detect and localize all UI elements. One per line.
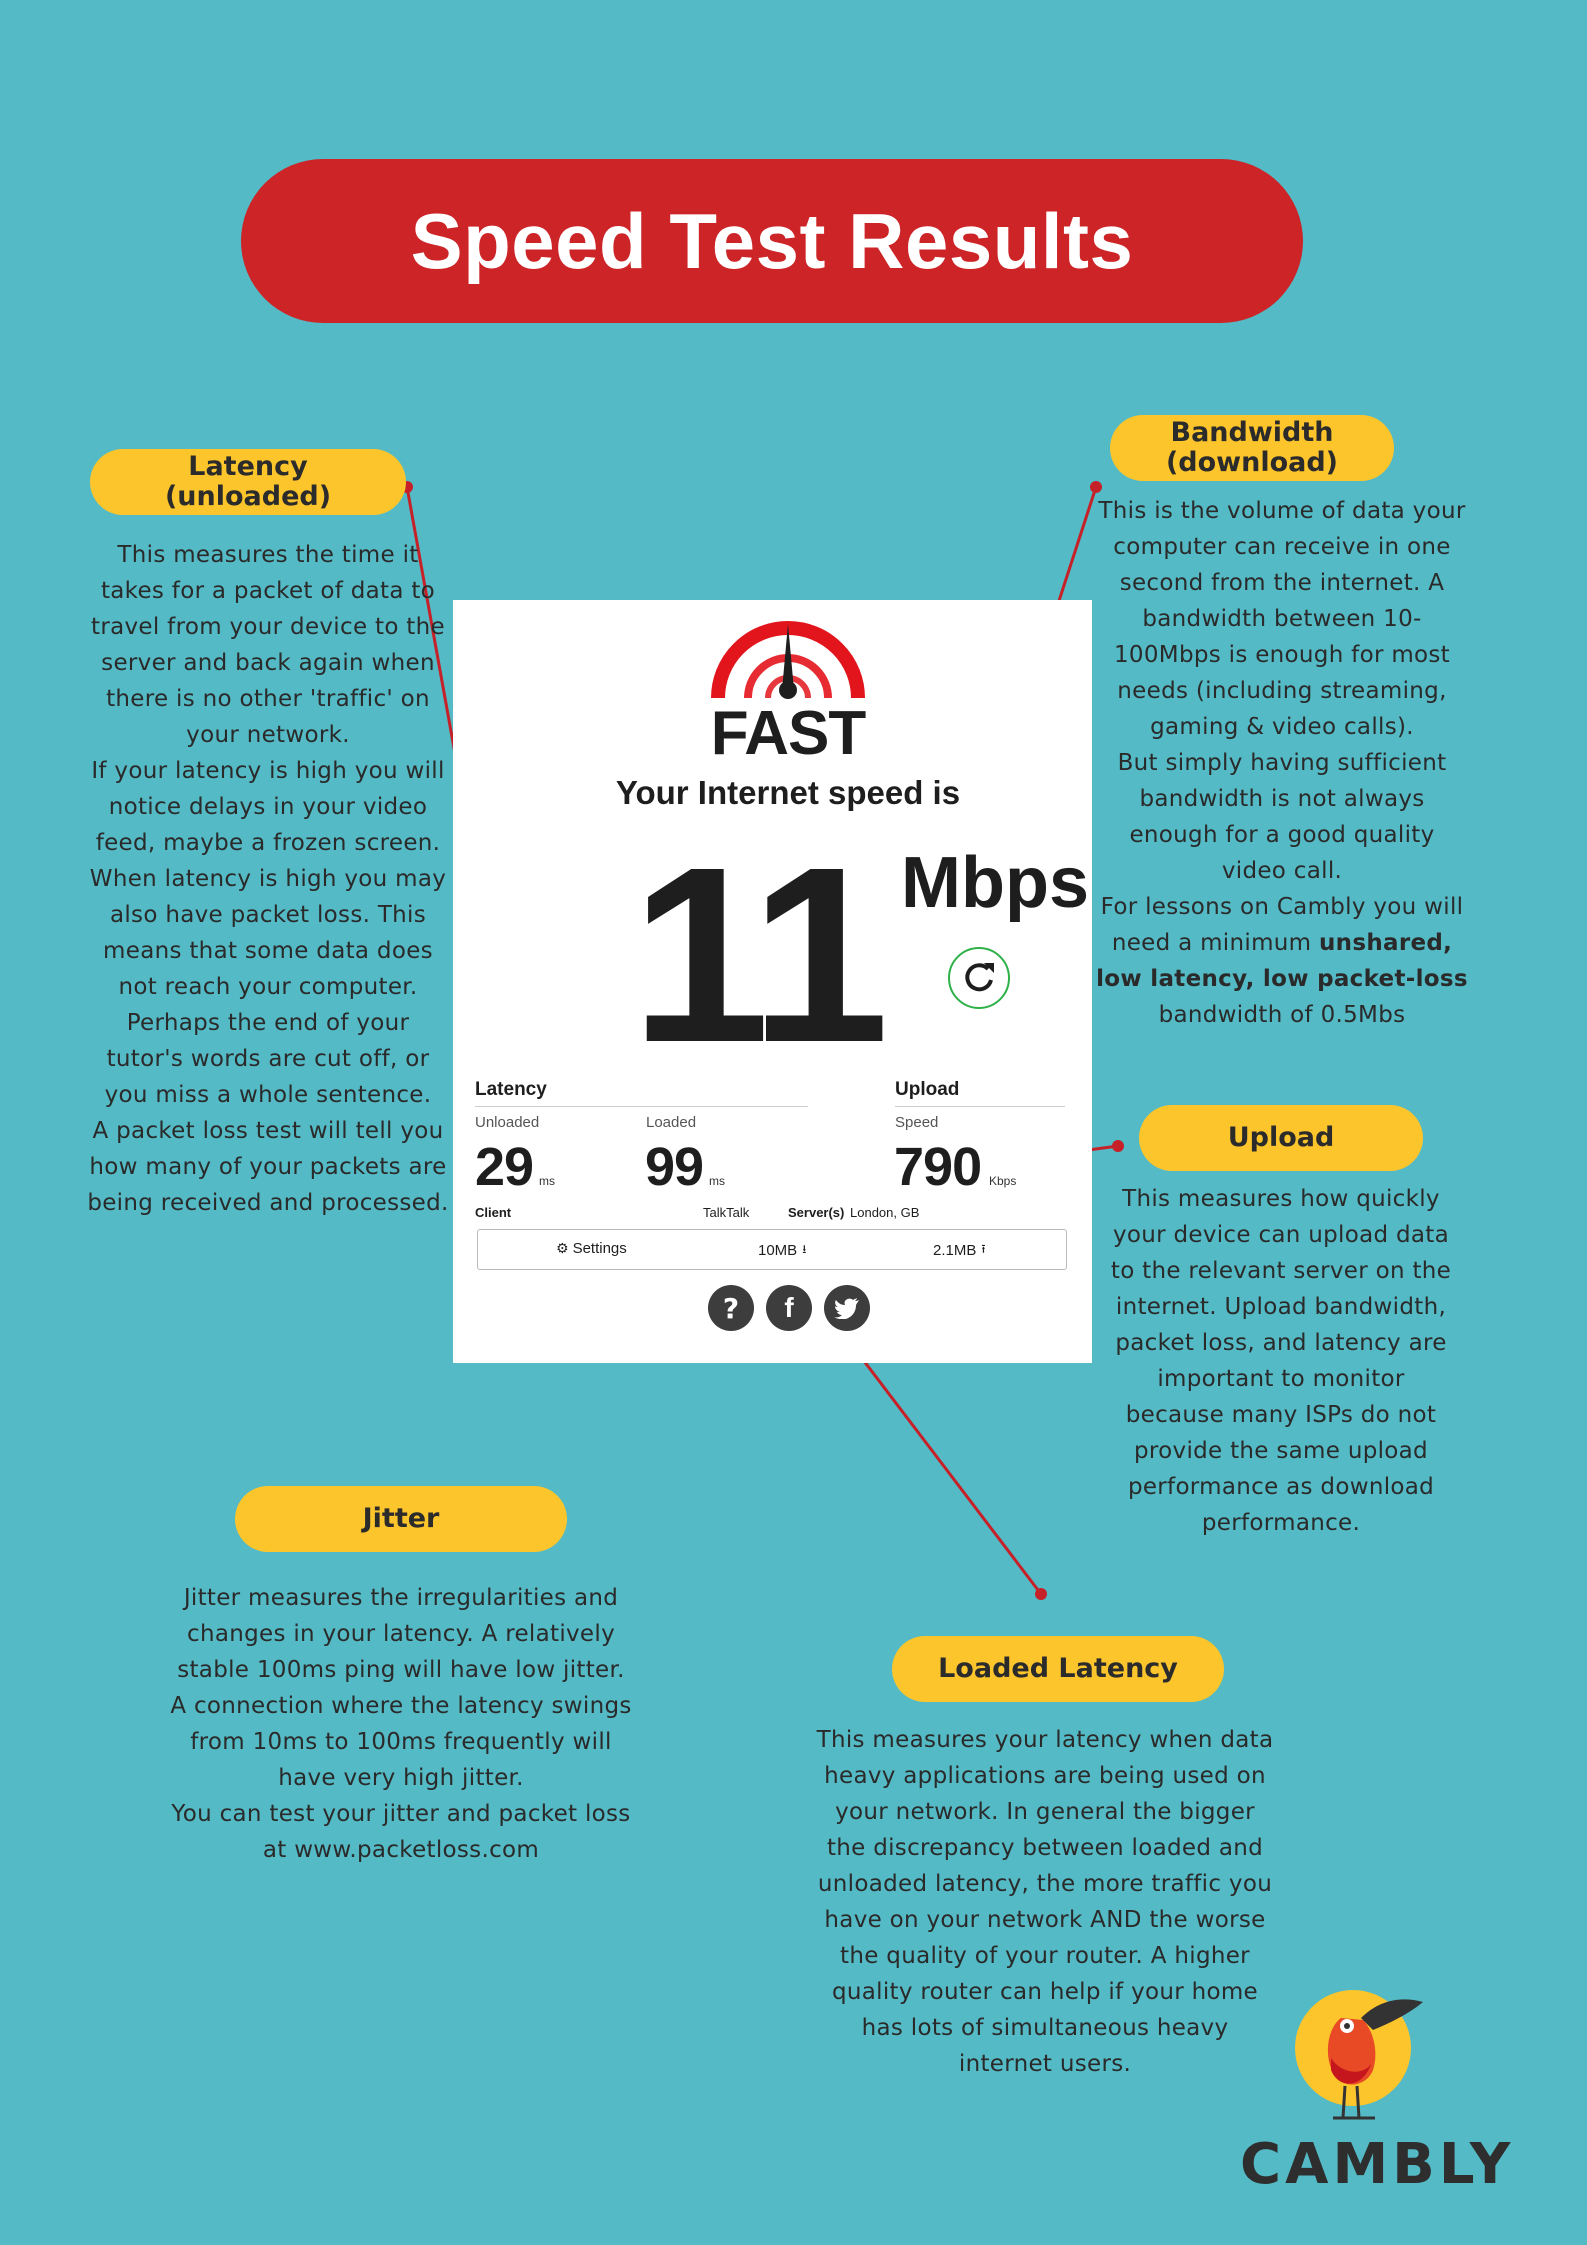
loaded-label: Loaded bbox=[646, 1114, 697, 1131]
refresh-icon bbox=[950, 949, 1008, 1007]
servers-label: Server(s) bbox=[788, 1205, 845, 1220]
upload-heading: Upload bbox=[895, 1079, 960, 1100]
label-latency-unloaded: Latency (unloaded) bbox=[90, 449, 406, 515]
desc-upload bbox=[1105, 1181, 1457, 1541]
gear-icon: ⚙ bbox=[556, 1240, 569, 1257]
unloaded-latency-value: 29 bbox=[475, 1137, 534, 1197]
refresh-button[interactable] bbox=[948, 947, 1010, 1009]
title-banner bbox=[241, 159, 1303, 323]
download-speed-value: 11 bbox=[631, 815, 884, 1094]
desc-latency-p1: This measures the time it takes for a packet of data to travel from your device to the server and back again when there is no other 'traffic' on your network. bbox=[91, 542, 445, 748]
upload-size: 2.1MB ⭱ bbox=[933, 1242, 986, 1259]
connector-dot-bandwidth bbox=[1090, 481, 1102, 493]
unloaded-latency-unit: ms bbox=[539, 1174, 555, 1188]
desc-latency-unloaded bbox=[86, 537, 450, 1221]
desc-latency-p3: A packet loss test will tell you how many of your packets are being received and processed. bbox=[87, 1118, 449, 1216]
desc-upload-p1: This measures how quickly your device can upload data to the relevant server on the internet. Upload bandwidth, packet loss, and latency are important to monitor because many ISPs do not provide the same upload performance as download performance. bbox=[1110, 1186, 1452, 1536]
desc-loaded-latency bbox=[815, 1722, 1275, 2082]
speedometer-icon bbox=[708, 612, 868, 702]
page-title: Speed Test Results bbox=[410, 196, 1134, 285]
latency-heading: Latency bbox=[475, 1079, 547, 1100]
facebook-button[interactable] bbox=[766, 1285, 812, 1331]
upload-arrow-icon: ⭱ bbox=[981, 1242, 986, 1256]
upload-speed-label: Speed bbox=[895, 1114, 939, 1131]
desc-jitter bbox=[166, 1580, 636, 1868]
twitter-button[interactable] bbox=[824, 1285, 870, 1331]
client-label: Client bbox=[475, 1205, 512, 1220]
label-loaded-latency: Loaded Latency bbox=[892, 1636, 1224, 1702]
fast-logo-text: FAST bbox=[710, 699, 866, 768]
client-isp: TalkTalk bbox=[703, 1205, 750, 1220]
settings-label: Settings bbox=[572, 1240, 627, 1257]
download-arrow-icon: ⭳ bbox=[802, 1242, 807, 1256]
connector-dot-upload bbox=[1112, 1140, 1124, 1152]
help-icon: ? bbox=[722, 1291, 740, 1325]
download-size: 10MB ⭳ bbox=[758, 1242, 807, 1259]
twitter-icon bbox=[834, 1297, 860, 1319]
brand-name: CAMBLY bbox=[1240, 2132, 1515, 2197]
download-speed-unit: Mbps bbox=[901, 843, 1089, 923]
facebook-icon: f bbox=[784, 1292, 794, 1323]
upload-speed-value: 790 bbox=[894, 1137, 982, 1197]
desc-bandwidth-p1: This is the volume of data your computer can receive in one second from the internet. A bandwidth between 10-100Mbps is enough for most needs (including streaming, gaming & video calls). bbox=[1098, 498, 1466, 740]
upload-speed-unit: Kbps bbox=[989, 1174, 1017, 1188]
settings-bar bbox=[477, 1229, 1067, 1270]
desc-bandwidth bbox=[1095, 493, 1469, 1033]
loaded-latency-value: 99 bbox=[645, 1137, 704, 1197]
latency-divider bbox=[475, 1106, 808, 1107]
upload-divider bbox=[895, 1106, 1065, 1107]
speedtest-card bbox=[453, 600, 1092, 1363]
desc-loaded-latency-p1: This measures your latency when data heavy applications are being used on your network. In general the bigger the discrepancy between loaded and unloaded latency, the more traffic you have on your network AND the worse the quality of your router. A higher quality router can help if your home has lots of simultaneous heavy internet users. bbox=[816, 1727, 1274, 2077]
label-bandwidth: Bandwidth (download) bbox=[1110, 415, 1394, 481]
unloaded-label: Unloaded bbox=[475, 1114, 540, 1131]
desc-bandwidth-p3: For lessons on Cambly you will need a minimum unshared, low latency, low packet-loss bandwidth of 0.5Mbs bbox=[1096, 894, 1468, 1028]
speed-headline: Your Internet speed is bbox=[615, 774, 961, 811]
help-button[interactable] bbox=[708, 1285, 754, 1331]
desc-latency-p2: If your latency is high you will notice delays in your video feed, maybe a frozen screen. When latency is high you may also have packet loss. This means that some data does not reach your computer. Perhaps the end of your tutor's words are cut off, or you miss a whole sentence. bbox=[89, 758, 447, 1108]
settings-button[interactable] bbox=[556, 1240, 627, 1257]
desc-bandwidth-p2: But simply having sufficient bandwidth is not always enough for a good quality video call. bbox=[1117, 750, 1447, 884]
desc-jitter-p1: Jitter measures the irregularities and changes in your latency. A relatively stable 100ms ping will have low jitter. A connection where the latency swings from 10ms to 100ms frequently will have very high jitter. bbox=[170, 1585, 632, 1791]
toucan-logo-icon bbox=[1283, 1978, 1433, 2128]
label-jitter: Jitter bbox=[235, 1486, 567, 1552]
desc-jitter-p2: You can test your jitter and packet loss at www.packetloss.com bbox=[171, 1801, 631, 1863]
loaded-latency-unit: ms bbox=[709, 1174, 725, 1188]
label-upload: Upload bbox=[1139, 1105, 1423, 1171]
connector-dot-loaded-latency bbox=[1035, 1588, 1047, 1600]
servers-value: London, GB bbox=[850, 1205, 920, 1220]
